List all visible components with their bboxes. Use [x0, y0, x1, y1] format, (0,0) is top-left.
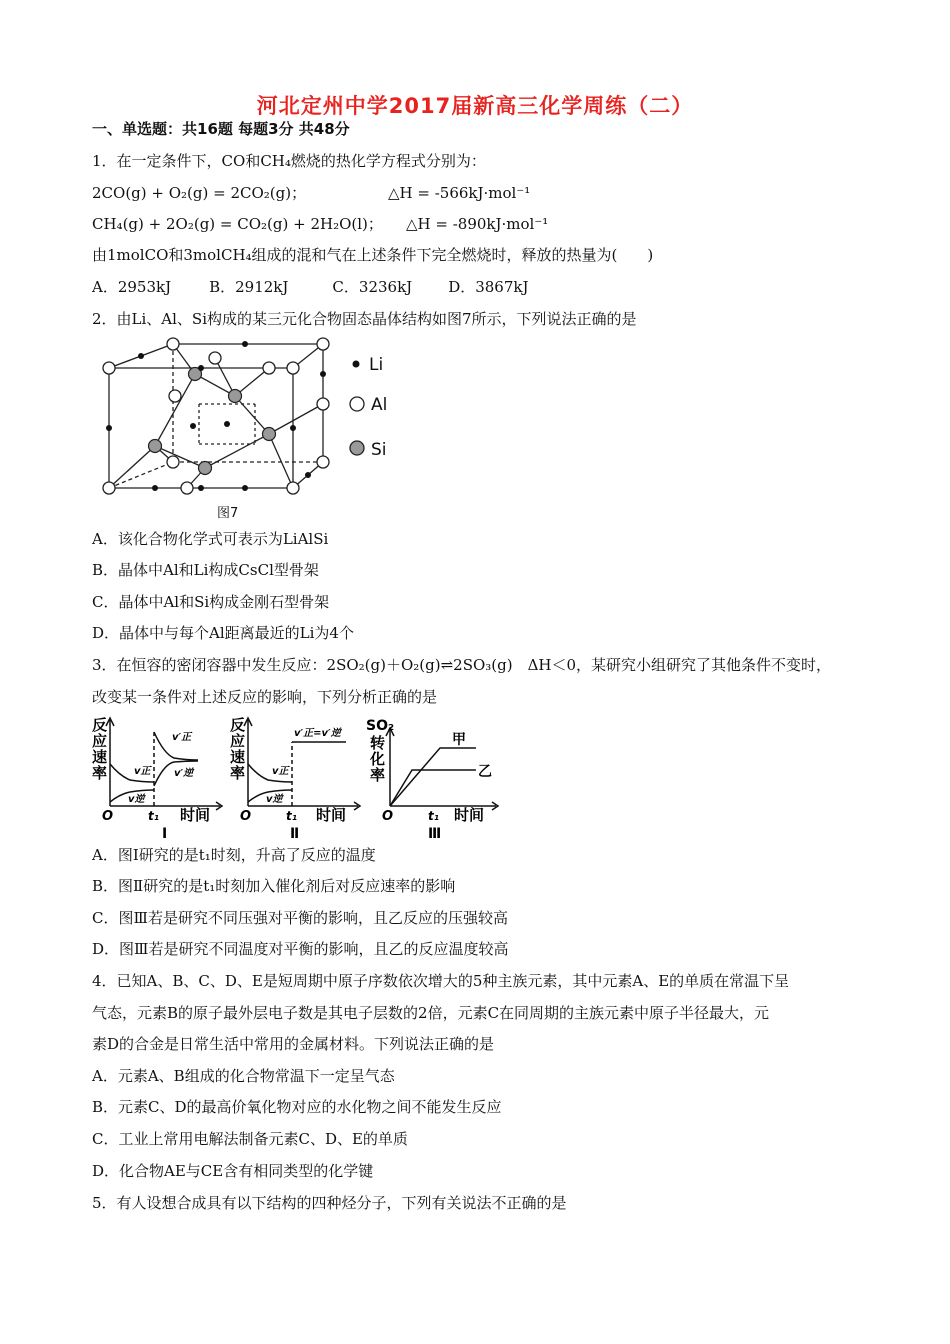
figure-caption: 图7: [217, 506, 239, 521]
graph2-ylabel-3: 速: [230, 748, 246, 766]
q5-stem: 5．有人设想合成具有以下结构的四种烃分子，下列有关说法不正确的是: [92, 1194, 567, 1212]
q4-option-d: D．化合物AE与CE含有相同类型的化学键: [92, 1162, 374, 1180]
q3-option-c: C．图Ⅲ若是研究不同压强对平衡的影响，且乙反应的压强较高: [92, 909, 508, 927]
q1-option-a: A．2953kJ: [92, 278, 172, 296]
graph3-roman: Ⅲ: [428, 826, 442, 842]
q1-eq2-dh: △H = -890kJ·mol⁻¹: [406, 215, 549, 233]
q2-option-d: D．晶体中与每个Al距离最近的Li为4个: [92, 624, 354, 642]
graph1-ylabel-2: 应: [92, 732, 108, 750]
q1-eq1-left: 2CO(g) + O₂(g) = 2CO₂(g)；: [92, 184, 307, 202]
graph2-origin: O: [240, 809, 252, 824]
graph1-origin: O: [102, 809, 114, 824]
graph3-ylabel-4: 率: [370, 766, 386, 784]
legend-al-marker: [350, 397, 364, 411]
graph2-ylabel-1: 反: [230, 716, 246, 734]
legend-al: Al: [371, 395, 388, 415]
q2-option-c: C．晶体中Al和Si构成金刚石型骨架: [92, 593, 330, 611]
q3-stem-2: 改变某一条件对上述反应的影响，下列分析正确的是: [92, 688, 438, 706]
q3-option-b: B．图Ⅱ研究的是t₁时刻加入催化剂后对反应速率的影响: [92, 877, 456, 895]
graph2-roman: Ⅱ: [290, 826, 300, 842]
graph3-ylabel-3: 化: [370, 750, 386, 768]
q1-question: 由1molCO和3molCH₄组成的混和气在上述条件下完全燃烧时，释放的热量为( ): [92, 246, 654, 264]
q3-option-a: A．图Ⅰ研究的是t₁时刻，升高了反应的温度: [92, 846, 376, 864]
q4-option-a: A．元素A、B组成的化合物常温下一定呈气态: [92, 1067, 395, 1085]
q2-stem: 2．由Li、Al、Si构成的某三元化合物固态晶体结构如图7所示，下列说法正确的是: [92, 310, 637, 328]
graph3-ylabel-1: SO₂: [366, 718, 395, 734]
q1-eq1-dh: △H = -566kJ·mol⁻¹: [388, 184, 531, 202]
graph1-v-fwd: v正: [134, 766, 151, 777]
q1-stem: 1．在一定条件下，CO和CH₄燃烧的热化学方程式分别为：: [92, 152, 486, 170]
graph3-origin: O: [382, 809, 394, 824]
graph3-xlabel: 时间: [454, 806, 485, 824]
graph2-xlabel: 时间: [316, 806, 347, 824]
graph2-v-fwd: v正: [272, 766, 289, 777]
q1-option-c: C．3236kJ: [332, 278, 413, 296]
graph2-v-eq: v′正=v′逆: [294, 728, 341, 739]
legend-li: Li: [369, 355, 384, 375]
q2-option-a: A．该化合物化学式可表示为LiAlSi: [92, 530, 329, 548]
q3-option-d: D．图Ⅲ若是研究不同温度对平衡的影响，且乙的反应温度较高: [92, 940, 509, 958]
q4-option-b: B．元素C、D的最高价氧化物对应的水化物之间不能发生反应: [92, 1098, 502, 1116]
section-heading: 一、单选题：共16题 每题3分 共48分: [92, 120, 350, 138]
q4-line-1: 4．已知A、B、C、D、E是短周期中原子序数依次增大的5种主族元素，其中元素A、E的单质在常温下呈: [92, 972, 790, 990]
graph3-yi: 乙: [478, 764, 492, 780]
legend-si: Si: [371, 440, 387, 460]
q1-eq1: [92, 184, 306, 202]
rate-graph-1: [90, 714, 230, 842]
graph1-v-rev: v逆: [128, 794, 145, 805]
graph3-t1: t₁: [428, 809, 439, 823]
page-title: 河北定州中学2017届新高三化学周练（二）: [256, 94, 694, 118]
graph2-ylabel-4: 率: [230, 764, 246, 782]
graph1-ylabel-1: 反: [92, 716, 108, 734]
graph2-t1: t₁: [286, 809, 297, 823]
graph1-v-fwd2: v′正: [172, 732, 192, 743]
q4-line-3: 素D的合金是日常生活中常用的金属材料。下列说法正确的是: [92, 1035, 495, 1053]
crystal-structure-figure: [95, 334, 415, 522]
graph1-ylabel-4: 率: [92, 764, 108, 782]
graph1-roman: Ⅰ: [162, 826, 168, 842]
graph2-v-rev: v逆: [266, 794, 283, 805]
q1-options: [92, 278, 559, 296]
graph1-ylabel-3: 速: [92, 748, 108, 766]
q1-option-d: D．3867kJ: [448, 278, 529, 296]
conversion-graph-3: [366, 714, 506, 842]
graph2-ylabel-2: 应: [230, 732, 246, 750]
graph3-ylabel-2: 转: [370, 734, 386, 752]
graph1-t1: t₁: [148, 809, 159, 823]
legend-li-marker: [353, 361, 360, 368]
q3-stem: 3．在恒容的密闭容器中发生反应：2SO₂(g)＋O₂(g)⇌2SO₃(g) ΔH＜0，某研究小组研究了其他条件不变时，: [92, 656, 832, 674]
legend-si-marker: [350, 441, 364, 455]
graph1-v-rev2: v′逆: [174, 768, 194, 779]
q4-line-2: 气态，元素B的原子最外层电子数是其电子层数的2倍，元素C在同周期的主族元素中原子半径最大，元: [92, 1004, 770, 1022]
q4-option-c: C．工业上常用电解法制备元素C、D、E的单质: [92, 1130, 408, 1148]
q1-option-b: B．2912kJ: [209, 278, 289, 296]
graph3-jia: 甲: [452, 732, 466, 748]
q2-option-b: B．晶体中Al和Li构成CsCl型骨架: [92, 561, 319, 579]
graph1-xlabel: 时间: [180, 806, 211, 824]
rate-graph-2: [228, 714, 368, 842]
q1-eq2: CH₄(g) + 2O₂(g) = CO₂(g) + 2H₂O(l)；: [92, 215, 383, 233]
